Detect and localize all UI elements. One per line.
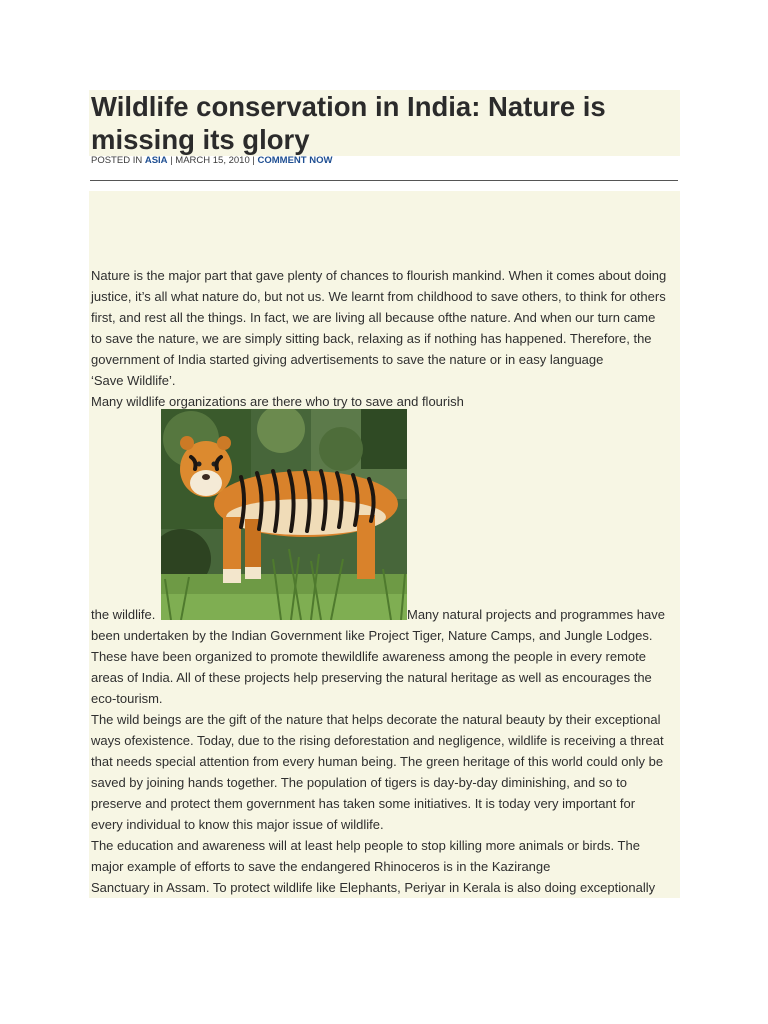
body-line: saved by joining hands together. The population of tigers is day-by-day diminishing, and so to <box>91 775 627 790</box>
body-line: Many wildlife organizations are there who try to save and flourish <box>91 394 464 409</box>
body-line: government of India started giving advertisements to save the nature or in easy language <box>91 352 604 367</box>
article-title: Wildlife conservation in India: Nature is missing its glory <box>91 91 606 155</box>
header-divider <box>90 180 678 181</box>
body-line: every individual to know this major issue of wildlife. <box>91 817 384 832</box>
body-line: The wild beings are the gift of the nature that helps decorate the natural beauty by their exceptional <box>91 712 661 727</box>
tiger-photo <box>161 409 407 620</box>
meta-separator: | <box>252 155 255 166</box>
body-line: that needs special attention from every human being. The green heritage of this world could only be <box>91 754 664 769</box>
body-line: preserve and protect them government has taken some initiatives. It is today very important for <box>91 796 636 811</box>
body-line: Many natural projects and programmes have <box>407 607 665 622</box>
meta-separator: | <box>170 155 173 166</box>
body-line: to save the nature, we are simply sitting back, relaxing as if nothing has happened. Therefore, the <box>91 331 652 346</box>
body-line: ‘Save Wildlife’. <box>91 373 176 388</box>
body-line: ways ofexistence. Today, due to the rising deforestation and negligence, wildlife is receiving a threat <box>91 733 664 748</box>
body-line: Sanctuary in Assam. To protect wildlife like Elephants, Periyar in Kerala is also doing exceptionally <box>91 880 656 895</box>
comment-now-link[interactable]: COMMENT NOW <box>257 155 333 166</box>
body-line: These have been organized to promote thewildlife awareness among the people in every remote <box>91 649 647 664</box>
body-line: eco-tourism. <box>91 691 163 706</box>
posted-in-label: POSTED IN <box>91 155 143 166</box>
body-line: justice, it’s all what nature do, but not us. We learnt from childhood to save others, to think for others <box>91 289 666 304</box>
body-line: Nature is the major part that gave plenty of chances to flourish mankind. When it comes about doing <box>91 268 667 283</box>
body-line: major example of efforts to save the endangered Rhinoceros is in the Kazirange <box>91 859 551 874</box>
body-line: areas of India. All of these projects help preserving the natural heritage as well as encourages the <box>91 670 652 685</box>
post-date: MARCH 15, 2010 <box>175 155 250 166</box>
body-line: first, and rest all the things. In fact, we are living all because ofthe nature. And when our turn came <box>91 310 656 325</box>
category-link[interactable]: ASIA <box>144 155 168 166</box>
post-meta <box>91 155 332 167</box>
body-line: the wildlife. <box>91 607 156 622</box>
body-line: The education and awareness will at least help people to stop killing more animals or birds. The <box>91 838 640 853</box>
body-line: been undertaken by the Indian Government like Project Tiger, Nature Camps, and Jungle Lodges. <box>91 628 653 643</box>
